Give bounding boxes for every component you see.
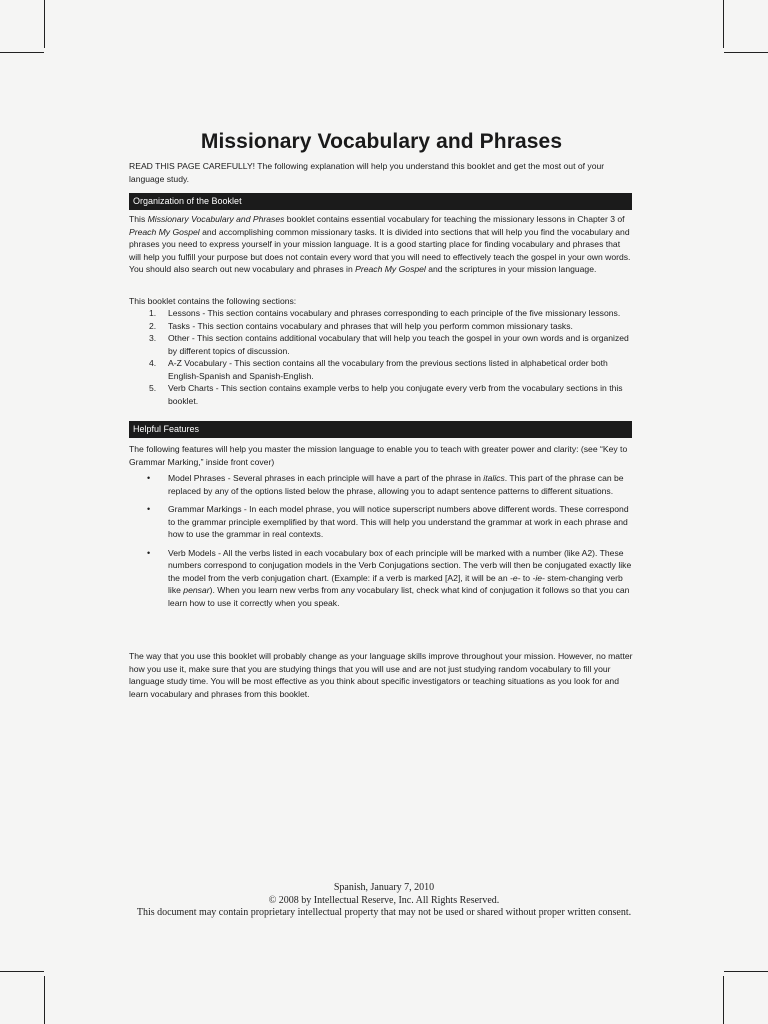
list-item: • Grammar Markings - In each model phrase, you will notice superscript numbers above different words. These correspond to the grammar principle exemplified by that word. This will help you understand the grammar at work in each phrase and how to use the grammar in real contexts. xyxy=(147,504,629,539)
crop-mark xyxy=(44,976,45,1024)
features-intro: The following features will help you master the mission language to enable you to teach with greater power and clarity: (see “Key to Grammar Marking,” inside front cover) xyxy=(129,444,628,467)
bullet-icon: • xyxy=(147,547,151,558)
closing-paragraph: The way that you use this booklet will probably change as your language skills improve throughout your mission. However, no matter how you use it, make sure that you are studying things that you will use and are not just studying random vocabulary to fill your language study time. You will be most effective as you think about specific investigators or teaching situations as you look for and learn vocabulary and phrases from this booklet. xyxy=(129,651,633,699)
crop-mark xyxy=(0,52,44,53)
bullet-icon: • xyxy=(147,504,151,514)
list-item: 2. Tasks - This section contains vocabulary and phrases that will help you perform common missionary tasks. xyxy=(149,320,573,331)
list-item: 4. A-Z Vocabulary - This section contains all the vocabulary from the previous sections listed in alphabetical order both English-Spanish and Spanish-English. xyxy=(149,358,608,381)
crop-mark xyxy=(723,976,724,1024)
intro-paragraph: READ THIS PAGE CAREFULLY! The following explanation will help you understand this booklet and get the most out of your language study. xyxy=(129,161,605,184)
footer-copyright: © 2008 by Intellectual Reserve, Inc. All Rights Reserved. xyxy=(268,894,500,906)
organization-paragraph: This Missionary Vocabulary and Phrases booklet contains essential vocabulary for teaching the missionary lessons in Chapter 3 of Preach My Gospel and accomplishing common missionary tasks. It is divided into sections that will help you find the vocabulary and phrases you need to express yourself in your mission language. It is a good starting place for finding vocabulary and phrases that will help you fulfill your purpose but does not contain every word that you will need to effectively teach the gospel in your own words. You should also search out new vocabulary and phrases in Preach My Gospel and the scriptures in your mission language. xyxy=(129,214,631,274)
list-item: 1. Lessons - This section contains vocabulary and phrases corresponding to each principle of the five missionary lessons. xyxy=(149,308,621,318)
crop-mark xyxy=(723,0,724,48)
page-title: Missionary Vocabulary and Phrases xyxy=(200,130,563,153)
list-item: 3. Other - This section contains additional vocabulary that will help you teach the gospel in your own words and is organized by different topics of discussion. xyxy=(149,333,629,356)
sections-intro: This booklet contains the following sections: xyxy=(129,296,297,306)
footer xyxy=(0,882,768,920)
list-item: • Verb Models - All the verbs listed in each vocabulary box of each principle will be marked with a number (like A2). These numbers correspond to conjugation models in the Verb Conjugations section. The verb will then be conjugated exactly like the model from the verb conjugation chart. (Example: if a verb is marked [A2], it will be an -e- to -ie- stem-changing verb like pensar). When you learn new verbs from any vocabulary list, check what kind of conjugation it follows so that you can learn how to use it correctly when you speak. xyxy=(147,547,632,608)
crop-mark xyxy=(44,0,45,48)
list-item: 5. Verb Charts - This section contains example verbs to help you conjugate every verb from the vocabulary sections in this booklet. xyxy=(149,383,623,406)
footer-notice: This document may contain proprietary intellectual property that may not be used or shared without proper written consent. xyxy=(136,907,632,918)
bullet-icon: • xyxy=(147,473,151,483)
crop-mark xyxy=(0,971,44,972)
crop-mark xyxy=(724,52,768,53)
features-list xyxy=(129,472,634,615)
list-item: • Model Phrases - Several phrases in each principle will have a part of the phrase in italics. This part of the phrase can be replaced by any of the options listed below the phrase, allowing you to adapt sentence patterns to different situations. xyxy=(147,473,624,496)
section-header-helpful-features: Helpful Features xyxy=(129,421,632,438)
sections-list xyxy=(129,307,634,407)
crop-mark xyxy=(724,971,768,972)
section-header-organization: Organization of the Booklet xyxy=(129,193,632,210)
footer-date: Spanish, January 7, 2010 xyxy=(333,882,435,893)
